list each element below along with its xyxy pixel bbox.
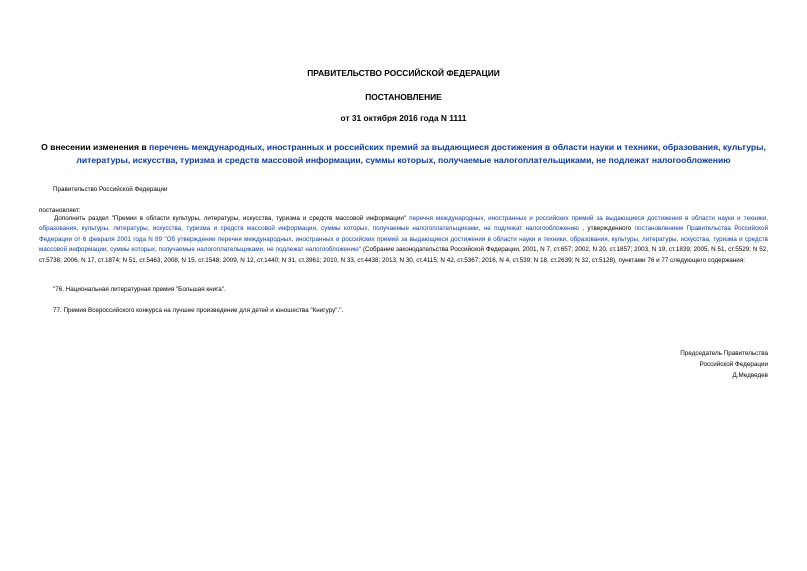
- postanovlenie-link[interactable]: постановлением Правительства Российской Федерации от 6 февраля 2001 года N 89 "Об утверждении перечня международных, иностранных и российских премий за выдающиеся достижения в области науки и техники, образования, культуры, литературы, искусства, туризма и средств массовой информации, суммы которых, получаемые налогоплательщиками, не подлежат налогообложению": [39, 225, 768, 254]
- document-type: ПОСТАНОВЛЕНИЕ: [365, 92, 442, 102]
- main-text-part1: Дополнить раздел "Премии в области культуры, литературы, искусства, туризма и средств массовой информации": [54, 215, 410, 222]
- title-link[interactable]: перечень международных, иностранных и российских премий за выдающиеся достижения в области науки и техники, образования, культуры, литературы, искусства, туризма и средств массовой информации, суммы которых, получаемые налогоплательщиками, не подлежат налогообложению: [76, 142, 766, 165]
- main-paragraph: [39, 214, 768, 266]
- perechen-link[interactable]: перечня международных, иностранных и российских премий за выдающиеся достижения в области науки и техники, образования, культуры, литературы, искусства, туризма и средств массовой информации, суммы которых, получаемые налогоплательщиками, не подлежат налогообложению: [39, 215, 769, 233]
- signature-block: [680, 348, 768, 382]
- decrees-line: постановляет:: [39, 207, 81, 214]
- issuing-authority: ПРАВИТЕЛЬСТВО РОССИЙСКОЙ ФЕДЕРАЦИИ: [307, 68, 500, 78]
- signature-country: Российской Федерации: [699, 361, 768, 369]
- main-text-part3: (Собрание законодательства Российской Федерации, 2001, N 7, ст.657; 2002, N 20, ст.1857; 2003, N 19, ст.1839; 2005, N 51, ст.5529; N 52, ст.5738; 2006, N 17, ст.1874; N 51, ст.5463; 2008, N 15, ст.1548; 2009, N 12, ст.1440; N 31, ст.3961; 2010, N 33, ст.4438; 2013, N 30, ст.4115; N 42, ст.5367; 2016, N 4, ст.539; N 18, ст.2639; N 32, ст.5128), пунктами 76 и 77 следующего содержания:: [39, 246, 769, 264]
- signature-position: Председатель Правительства: [680, 350, 768, 357]
- document-date-number: от 31 октября 2016 года N 1111: [340, 113, 467, 123]
- main-text-part2: , утвержденного: [578, 225, 635, 233]
- signature-name: Д.Медведев: [732, 372, 768, 380]
- item-76: "76. Национальная литературная премия "Большая книга".: [53, 286, 226, 293]
- document-title: [38, 141, 769, 167]
- title-prefix: О внесении изменения в: [41, 142, 150, 152]
- item-77: 77. Премия Всероссийского конкурса на лучшее произведение для детей и юношества "Книгуру".".: [53, 307, 344, 314]
- government-line: Правительство Российской Федерации: [53, 186, 168, 193]
